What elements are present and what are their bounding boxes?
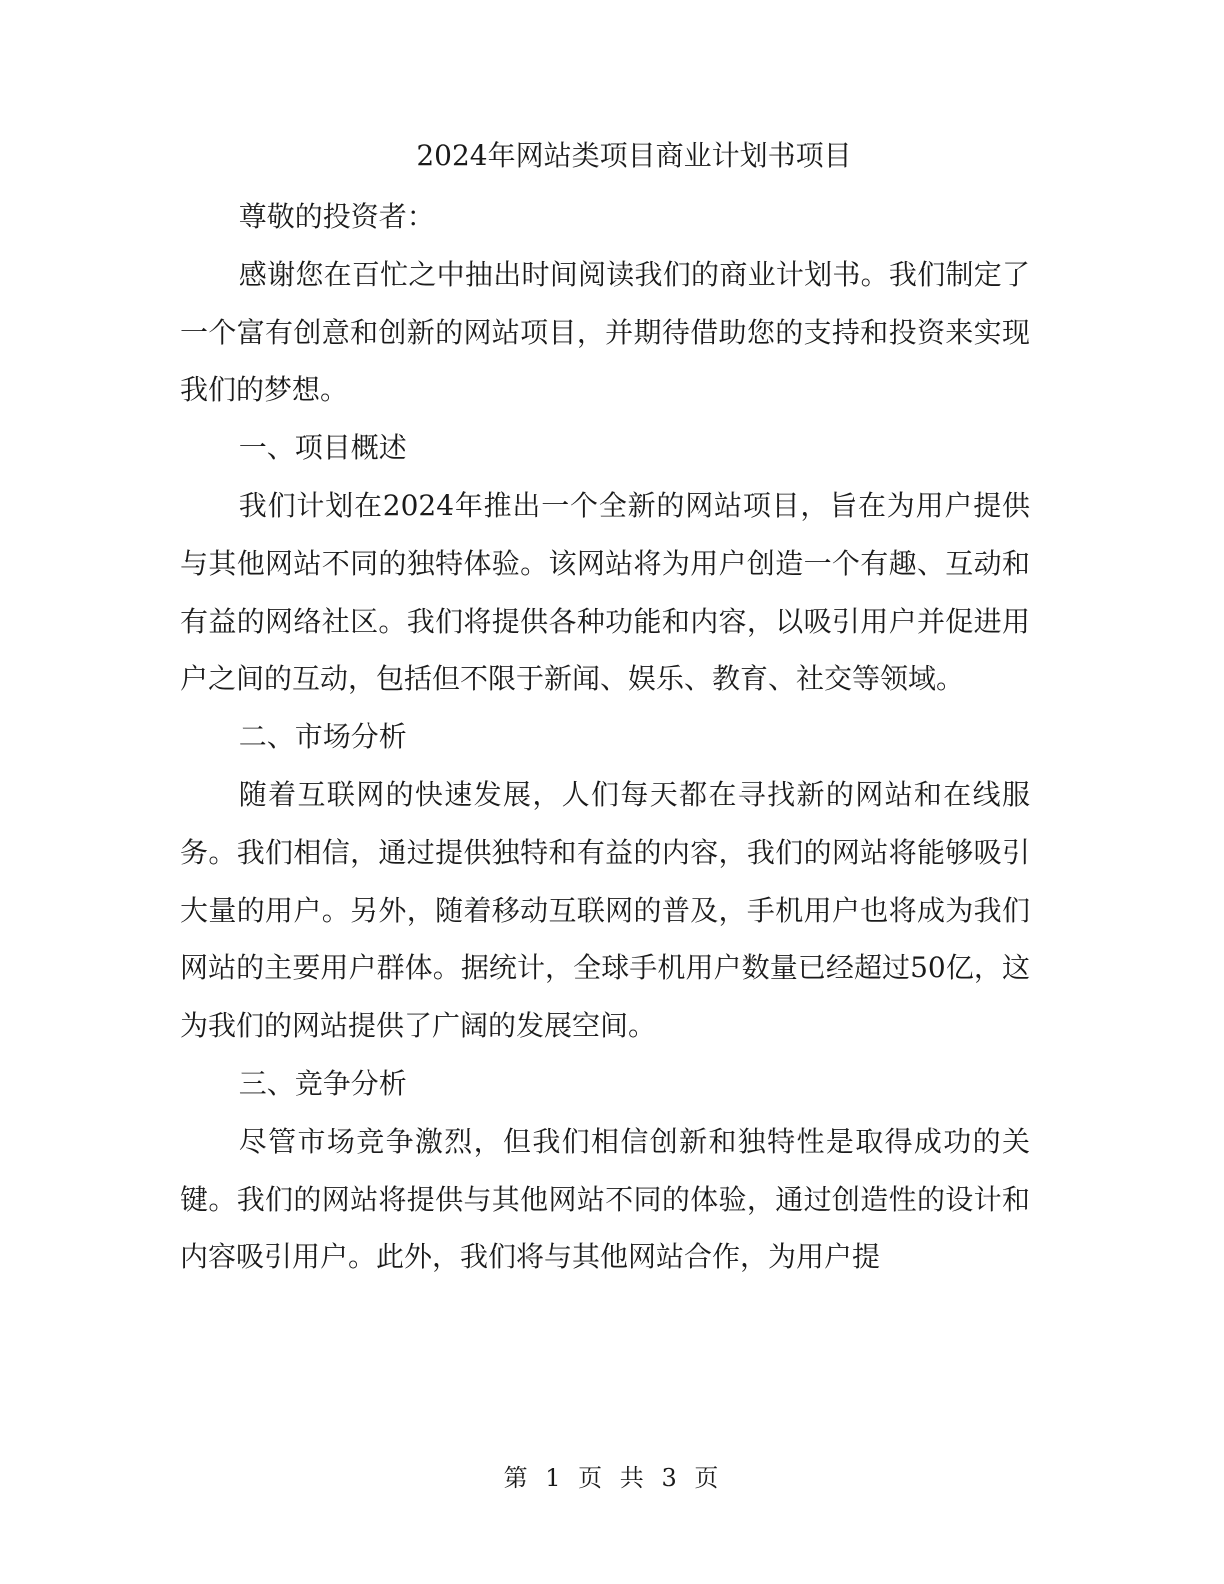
document-body [180, 188, 1030, 1286]
section-heading-market: 二、市场分析 [238, 720, 407, 754]
page-number-footer: 第 1 页 共 3 页 [503, 1464, 721, 1492]
greeting-paragraph: 尊敬的投资者： [238, 200, 435, 233]
intro-paragraph: 感谢您在百忙之中抽出时间阅读我们的商业计划书。我们制定了一个富有创意和创新的网站项目，并期待借助您的支持和投资来实现我们的梦想。 [180, 257, 1030, 407]
section-text-overview: 我们计划在2024年推出一个全新的网站项目，旨在为用户提供与其他网站不同的独特体验。该网站将为用户创造一个有趣、互动和有益的网络社区。我们将提供各种功能和内容，以吸引用户并促进用户之间的互动，包括但不限于新闻、娱乐、教育、社交等领域。 [180, 488, 1030, 696]
section-heading-competition: 三、竞争分析 [238, 1066, 407, 1100]
document-title: 2024年网站类项目商业计划书项目 [416, 139, 852, 172]
section-text-competition: 尽管市场竞争激烈，但我们相信创新和独特性是取得成功的关键。我们的网站将提供与其他网站不同的体验，通过创造性的设计和内容吸引用户。此外，我们将与其他网站合作，为用户提 [180, 1124, 1030, 1274]
section-heading-overview: 一、项目概述 [238, 431, 407, 465]
section-text-market: 随着互联网的快速发展，人们每天都在寻找新的网站和在线服务。我们相信，通过提供独特和有益的内容，我们的网站将能够吸引大量的用户。另外，随着移动互联网的普及，手机用户也将成为我们网站的主要用户群体。据统计，全球手机用户数量已经超过50亿，这为我们的网站提供了广阔的发展空间。 [180, 777, 1030, 1043]
